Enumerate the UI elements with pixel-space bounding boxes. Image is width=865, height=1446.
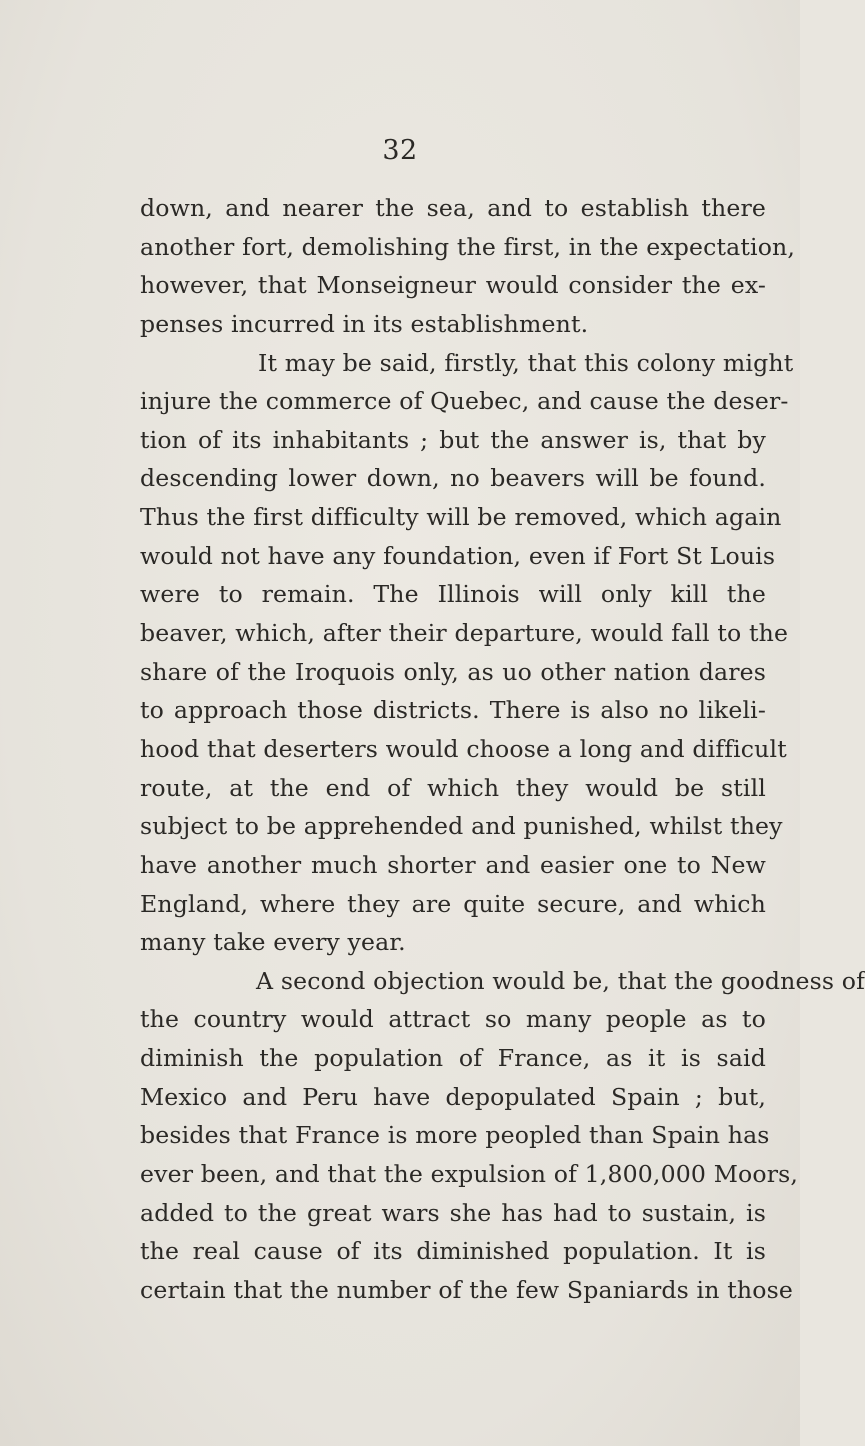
- text-line: down, and nearer the sea, and to establish there: [140, 194, 766, 222]
- paragraph-start-line: It may be said, firstly, that this colony might: [258, 348, 794, 377]
- text-line: subject to be apprehended and punished, whilst they: [140, 812, 783, 841]
- text-line: many take every year.: [140, 928, 406, 957]
- text-line: another fort, demolishing the first, in the expectation,: [140, 232, 796, 261]
- text-line: ever been, and that the expulsion of 1,800,000 Moors,: [140, 1160, 799, 1189]
- text-line: however, that Monseigneur would consider the ex-: [140, 271, 766, 300]
- text-line: Mexico and Peru have depopulated Spain ; but,: [140, 1082, 766, 1111]
- text-line: besides that France is more peopled than Spain has: [140, 1121, 770, 1150]
- text-line: hood that deserters would choose a long and difficult: [140, 734, 787, 763]
- text-line: injure the commerce of Quebec, and cause the deser-: [140, 387, 789, 416]
- text-line: penses incurred in its establishment.: [140, 309, 589, 338]
- text-line: diminish the population of France, as it is said: [140, 1044, 766, 1073]
- text-line: share of the Iroquois only, as uo other nation dares: [140, 657, 766, 686]
- text-line: to approach those districts. There is also no likeli-: [140, 696, 766, 725]
- text-line: were to remain. The Illinois will only kill the: [140, 580, 766, 609]
- text-line: route, at the end of which they would be still: [140, 773, 766, 802]
- text-line: descending lower down, no beavers will be found.: [140, 464, 766, 493]
- text-line: tion of its inhabitants ; but the answer is, that by: [140, 425, 766, 454]
- text-line: the country would attract so many people as to: [140, 1005, 766, 1034]
- text-line: the real cause of its diminished population. It is: [140, 1237, 766, 1266]
- text-line: would not have any foundation, even if Fort St Louis: [140, 541, 776, 570]
- body-text: [140, 189, 865, 1310]
- text-line: beaver, which, after their departure, would fall to the: [140, 619, 789, 648]
- page-number: 32: [382, 135, 418, 166]
- text-line: certain that the number of the few Spaniards in those: [140, 1275, 793, 1304]
- text-line: Thus the first difficulty will be removed, which again: [140, 503, 782, 532]
- text-line: have another much shorter and easier one to New: [140, 850, 766, 879]
- paragraph-start-line: A second objection would be, that the goodness of: [256, 966, 865, 995]
- text-line: added to the great wars she has had to sustain, is: [140, 1198, 766, 1227]
- text-line: England, where they are quite secure, and which: [140, 889, 766, 918]
